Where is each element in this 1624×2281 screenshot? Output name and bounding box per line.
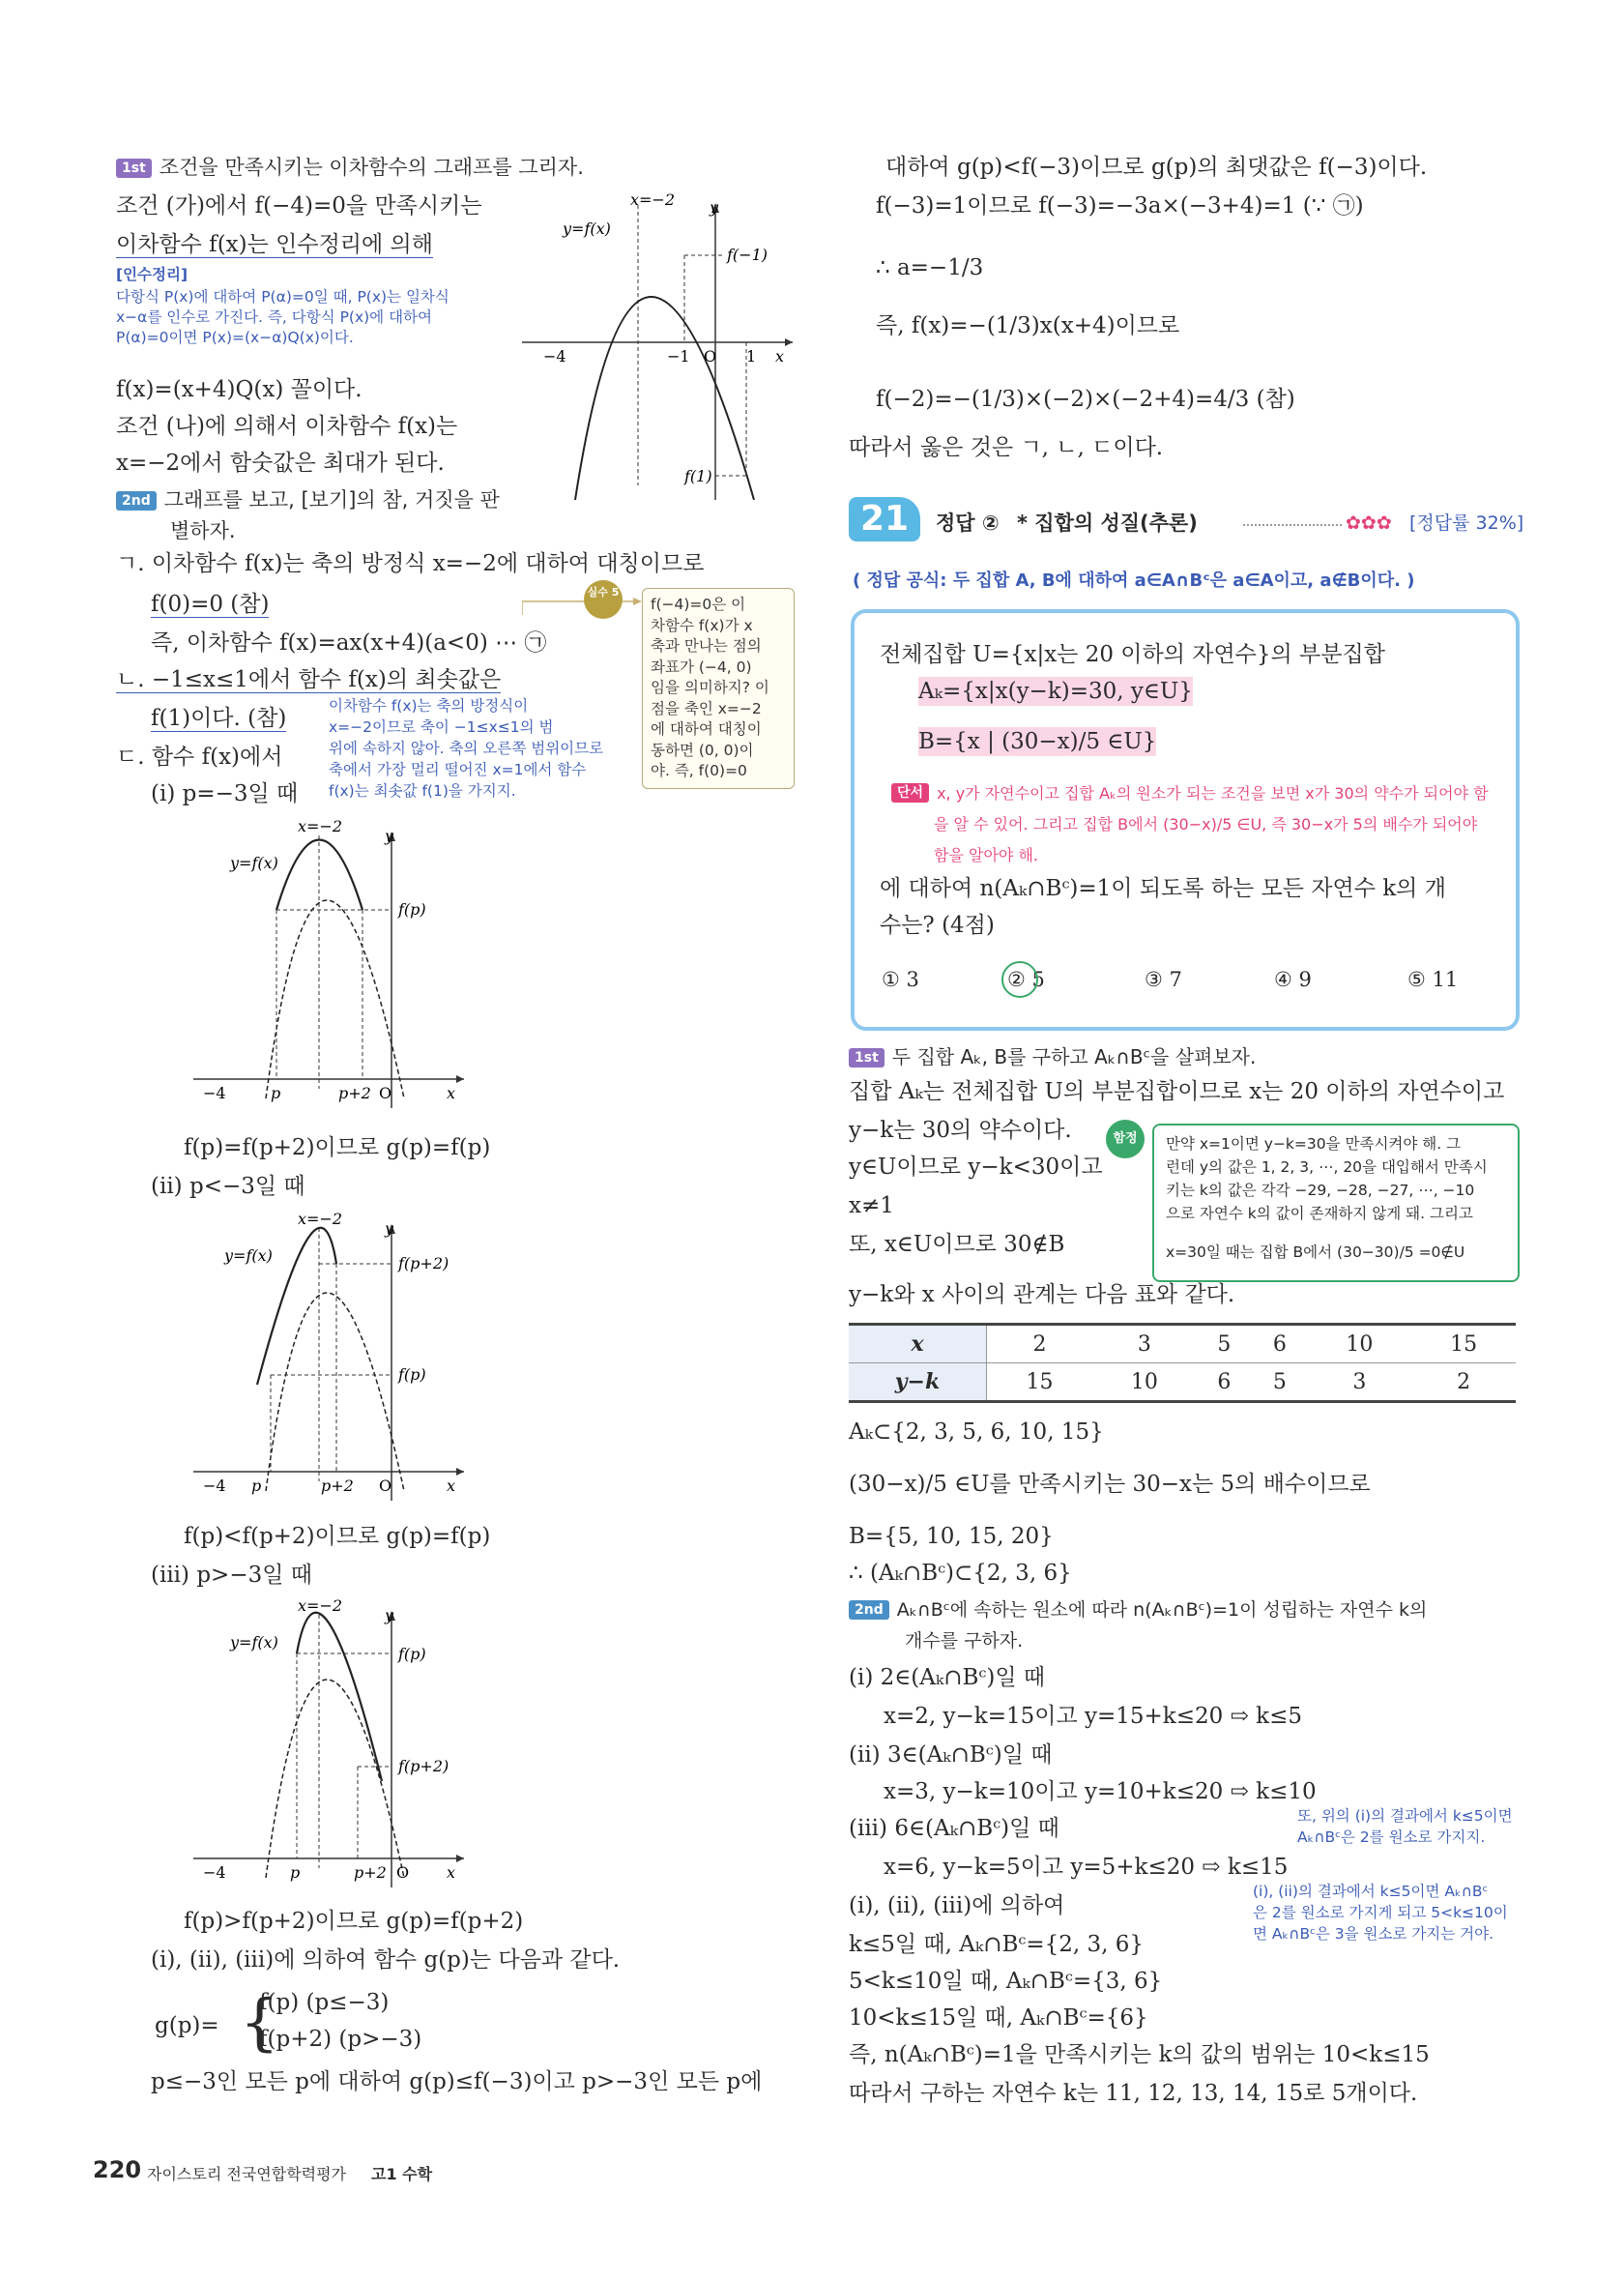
problem-line: 전체집합 U={x|x는 20 이하의 자연수}의 부분집합 [880,642,1385,667]
svg-text:O: O [379,1084,392,1102]
text-line: p≤−3인 모든 p에 대하여 g(p)≤f(−3)이고 p>−3인 모든 p에 [151,2069,763,2094]
sol-step1-badge: 1st [849,1048,884,1067]
svg-text:x: x [775,347,785,366]
sol-line: y∈U이므로 y−k<30이고 [849,1155,1103,1180]
sol-line: 5<k≤10일 때, Aₖ∩Bᶜ={3, 6} [849,1969,1163,1994]
statement-b-result: f(1)이다. (참) [151,706,287,731]
statement-c: ㄷ. 함수 f(x)에서 [116,745,283,770]
dotted-leader [1243,524,1342,526]
svg-text:y=f(x): y=f(x) [563,219,611,238]
step1-heading: 1st 조건을 만족시키는 이차함수의 그래프를 그리자. [116,153,584,182]
sol-line: 집합 Aₖ는 전체집합 U의 부분집합이므로 x는 20 이하의 자연수이고 [849,1079,1505,1104]
svg-text:f(p): f(p) [398,1645,426,1663]
text-line: ∴ a=−1/3 [876,255,984,280]
svg-text:p: p [290,1863,301,1882]
step1-badge: 1st [116,159,152,178]
table-row: y−k 15 10 6 5 3 2 [849,1363,1516,1402]
graph-case-iii [174,1597,474,1887]
problem-set-a: Aₖ={x|x(y−k)=30, y∈U} [918,679,1193,704]
text-line: 이차함수 f(x)는 인수정리에 의해 [116,232,433,257]
svg-text:y: y [385,1219,394,1238]
axis-label: x=−2 [630,190,676,209]
trap-line: x=30일 때는 집합 B에서 (30−30)/5 =0∉U [1166,1243,1465,1261]
svg-text:y=f(x): y=f(x) [230,1633,278,1652]
sol-line: (30−x)/5 ∈U를 만족시키는 30−x는 5의 배수이므로 [849,1472,1371,1497]
text-line: 조건 (나)에 의해서 이차함수 f(x)는 [116,414,458,439]
sol-step2-heading-cont: 개수를 구하자. [905,1630,1024,1652]
text-line: f(−2)=−(1/3)×(−2)×(−2+4)=4/3 (참) [876,387,1295,412]
text-line: 즉, f(x)=−(1/3)x(x+4)이므로 [876,313,1180,338]
svg-text:y: y [385,827,394,845]
svg-text:y: y [710,198,719,217]
sol-line: (iii) 6∈(Aₖ∩Bᶜ)일 때 [849,1816,1059,1841]
note-line: 이차함수 f(x)는 축의 방정식이 [329,697,529,715]
book-grade: 고1 수학 [371,2165,433,2183]
note-line: f(x)는 최솟값 f(1)을 가지지. [329,782,516,800]
sol-line: x=2, y−k=15이고 y=15+k≤20 ⇨ k≤5 [884,1704,1302,1729]
note-line: x=−2이므로 축이 −1≤x≤1의 범 [329,718,554,736]
svg-text:f(−1): f(−1) [727,246,768,264]
choice-2[interactable]: ② 5 [1007,968,1045,991]
result-i: f(p)=f(p+2)이므로 g(p)=f(p) [184,1135,491,1160]
relation-table [849,1323,1516,1403]
svg-text:−4: −4 [203,1477,226,1495]
sol-line: (i) 2∈(Aₖ∩Bᶜ)일 때 [849,1665,1046,1690]
theorem-line: x−α를 인수로 가진다. 즉, 다항식 P(x)에 대하여 [116,308,433,326]
case-iii: (iii) p>−3일 때 [151,1563,312,1588]
result-iii: f(p)>f(p+2)이므로 g(p)=f(p+2) [184,1909,524,1934]
case-ii: (ii) p<−3일 때 [151,1174,305,1199]
choice-5[interactable]: ⑤ 11 [1407,968,1459,991]
problem-line: 수는? (4점) [880,913,995,938]
svg-text:O: O [379,1477,392,1495]
svg-text:O: O [704,347,717,366]
problem-line: 에 대하여 n(Aₖ∩Bᶜ)=1이 되도록 하는 모든 자연수 k의 개 [880,876,1446,901]
trap-line: 키는 k의 값은 각각 −29, −28, −27, ⋯, −10 [1166,1182,1475,1199]
svg-text:−1: −1 [667,347,690,366]
svg-text:f(p): f(p) [398,1365,426,1384]
text-line: 조건 (가)에서 f(−4)=0을 만족시키는 [116,193,482,219]
step2-heading-cont: 별하자. [170,519,236,542]
note-line: (i), (ii)의 결과에서 k≤5이면 Aₖ∩Bᶜ [1253,1883,1489,1900]
note-line: 축에서 가장 멀리 떨어진 x=1에서 함수 [329,761,587,778]
clue-badge: 단서 [891,783,929,803]
question-number: 21 [849,497,920,541]
sol-line: 즉, n(Aₖ∩Bᶜ)=1을 만족시키는 k의 값의 범위는 10<k≤15 [849,2042,1430,2067]
sol-line: 10<k≤15일 때, Aₖ∩Bᶜ={6} [849,2005,1148,2031]
topic-label: * 집합의 성질(추론) [1017,512,1198,535]
svg-text:x=−2: x=−2 [298,1211,343,1228]
note-line: 은 2를 원소로 가지게 되고 5<k≤10이 [1253,1904,1508,1921]
svg-text:f(p+2): f(p+2) [398,1757,450,1775]
sol-line: 또, x∈U이므로 30∉B [849,1232,1065,1257]
svg-text:x: x [447,1477,456,1495]
mistake-badge: 실수 5 [584,580,623,619]
svg-text:p: p [271,1084,281,1102]
sol-line: ∴ (Aₖ∩Bᶜ)⊂{2, 3, 6} [849,1561,1072,1586]
text-line: 따라서 옳은 것은 ㄱ, ㄴ, ㄷ이다. [849,435,1164,460]
hint-box: f(−4)=0은 이 차함수 f(x)가 x 축과 만나는 점의 좌표가 (−4, 0) 임을 의미하지? 이 점을 축인 x=−2 에 대하여 대칭이 동하면 (0, 0)이 야. 즉, f(0)=0 [642,588,795,789]
graph-case-i [174,818,474,1108]
difficulty-stars: ✿✿✿ [1346,512,1392,534]
step2-badge: 2nd [116,491,157,511]
formula-line: ( 정답 공식: 두 집합 A, B에 대하여 a∈A∩Bᶜ은 a∈A이고, a∉B이다. ) [853,570,1415,591]
statement-a-cont: 즉, 이차함수 f(x)=ax(x+4)(a<0) ⋯ ㉠ [151,630,547,656]
svg-text:x=−2: x=−2 [298,1597,343,1615]
sol-line: y−k와 x 사이의 관계는 다음 표와 같다. [849,1282,1235,1307]
table-row: x 2 3 5 6 10 15 [849,1325,1516,1363]
sol-line: k≤5일 때, Aₖ∩Bᶜ={2, 3, 6} [849,1932,1145,1957]
svg-text:y=f(x): y=f(x) [224,1246,273,1265]
result-ii: f(p)<f(p+2)이므로 g(p)=f(p) [184,1524,491,1549]
case-i: (i) p=−3일 때 [151,781,299,806]
svg-text:p: p [251,1477,262,1495]
statement-a: ㄱ. 이차함수 f(x)는 축의 방정식 x=−2에 대하여 대칭이므로 [116,551,705,576]
svg-text:−4: −4 [203,1863,226,1882]
gp-case-1: f(p) (p≤−3) [259,1990,390,2015]
text-line: 대하여 g(p)<f(−3)이므로 g(p)의 최댓값은 f(−3)이다. [885,155,1428,180]
text-line: f(−3)=1이므로 f(−3)=−3a×(−3+4)=1 (∵ ㉠) [876,193,1364,219]
choice-3[interactable]: ③ 7 [1145,968,1182,991]
sol-step1-heading: 1st 두 집합 Aₖ, B를 구하고 Aₖ∩Bᶜ을 살펴보자. [849,1042,1256,1071]
step2-heading: 2nd 그래프를 보고, [보기]의 참, 거짓을 판 [116,485,500,514]
svg-text:p+2: p+2 [354,1863,387,1882]
svg-text:p+2: p+2 [321,1477,354,1495]
note-line: 면 Aₖ∩Bᶜ은 3을 원소로 가지는 거야. [1253,1925,1494,1943]
trap-line: 런데 y의 값은 1, 2, 3, ⋯, 20을 대입해서 만족시 [1166,1158,1488,1176]
svg-text:x: x [447,1863,456,1882]
svg-text:−4: −4 [203,1084,226,1102]
brace: { [240,1987,279,2059]
text-line: x=−2에서 함숫값은 최대가 된다. [116,451,445,476]
svg-text:y=f(x): y=f(x) [230,854,278,872]
sol-line: B={5, 10, 15, 20} [849,1524,1054,1549]
gp-label: g(p)= [155,2013,219,2038]
page-number: 220 [93,2156,142,2183]
gp-case-2: f(p+2) (p>−3) [259,2027,422,2052]
statement-b: ㄴ. −1≤x≤1에서 함수 f(x)의 최솟값은 [116,667,502,692]
sol-line: x=6, y−k=5이고 y=5+k≤20 ⇨ k≤15 [884,1855,1289,1880]
svg-text:f(p): f(p) [398,900,426,919]
answer-label: 정답 ② [936,512,1000,535]
sol-line: y−k는 30의 약수이다. [849,1118,1072,1143]
svg-text:x: x [447,1084,456,1102]
graph-case-ii [174,1211,474,1501]
theorem-title: [인수정리] [116,266,188,283]
svg-text:f(p+2): f(p+2) [398,1254,450,1272]
note-line: 위에 속하지 않아. 축의 오른쪽 범위이므로 [329,740,604,757]
svg-text:y: y [385,1606,394,1624]
trap-badge: 함정 [1106,1120,1145,1158]
clue-line: 함을 알아야 해. [934,846,1038,864]
sol-line: (i), (ii), (iii)에 의하여 [849,1893,1065,1918]
choice-4[interactable]: ④ 9 [1274,968,1312,991]
answer-mark-icon [1001,961,1038,998]
svg-text:−4: −4 [543,347,566,366]
book-title: 자이스토리 전국연합학력평가 [147,2165,347,2183]
svg-text:f(1): f(1) [684,467,712,485]
theorem-line: P(α)=0이면 P(x)=(x−α)Q(x)이다. [116,329,354,346]
statement-a-result: f(0)=0 (참) [151,592,270,617]
sol-line: Aₖ⊂{2, 3, 5, 6, 10, 15} [849,1419,1104,1445]
note-line: 또, 위의 (i)의 결과에서 k≤5이면 [1297,1807,1513,1825]
sol-line: (ii) 3∈(Aₖ∩Bᶜ)일 때 [849,1742,1053,1768]
trap-line: 으로 자연수 k의 값이 존재하지 않게 돼. 그리고 [1166,1205,1473,1222]
svg-text:p+2: p+2 [338,1084,371,1102]
summary-line: (i), (ii), (iii)에 의하여 함수 g(p)는 다음과 같다. [151,1947,621,1973]
sol-line: 따라서 구하는 자연수 k는 11, 12, 13, 14, 15로 5개이다. [849,2081,1418,2106]
theorem-line: 다항식 P(x)에 대하여 P(α)=0일 때, P(x)는 일차식 [116,288,450,306]
problem-set-b: B={x | (30−x)/5 ∈U} [918,729,1157,754]
sol-step2-badge: 2nd [849,1600,889,1620]
trap-line: 만약 x=1이면 y−k=30을 만족시켜야 해. 그 [1166,1135,1462,1153]
note-line: Aₖ∩Bᶜ은 2를 원소로 가지지. [1297,1828,1486,1846]
sol-line: x=3, y−k=10이고 y=10+k≤20 ⇨ k≤10 [884,1779,1317,1804]
svg-text:1: 1 [746,347,757,366]
sol-line: x≠1 [849,1193,894,1218]
top-parabola-graph [522,186,802,500]
clue-line: 단서 x, y가 자연수이고 집합 Aₖ의 원소가 되는 조건을 보면 x가 30의 약수가 되어야 함 [891,779,1489,808]
clue-line: 을 알 수 있어. 그리고 집합 B에서 (30−x)/5 ∈U, 즉 30−x가 5의 배수가 되어야 [934,815,1478,833]
sol-step2-heading: 2nd Aₖ∩Bᶜ에 속하는 원소에 따라 n(Aₖ∩Bᶜ)=1이 성립하는 자연수 k의 [849,1595,1427,1624]
text-line: f(x)=(x+4)Q(x) 꼴이다. [116,377,362,402]
accuracy-rate: [정답률 32%] [1409,512,1524,534]
svg-text:O: O [396,1863,410,1882]
choice-1[interactable]: ① 3 [882,968,919,991]
svg-text:x=−2: x=−2 [298,818,343,835]
